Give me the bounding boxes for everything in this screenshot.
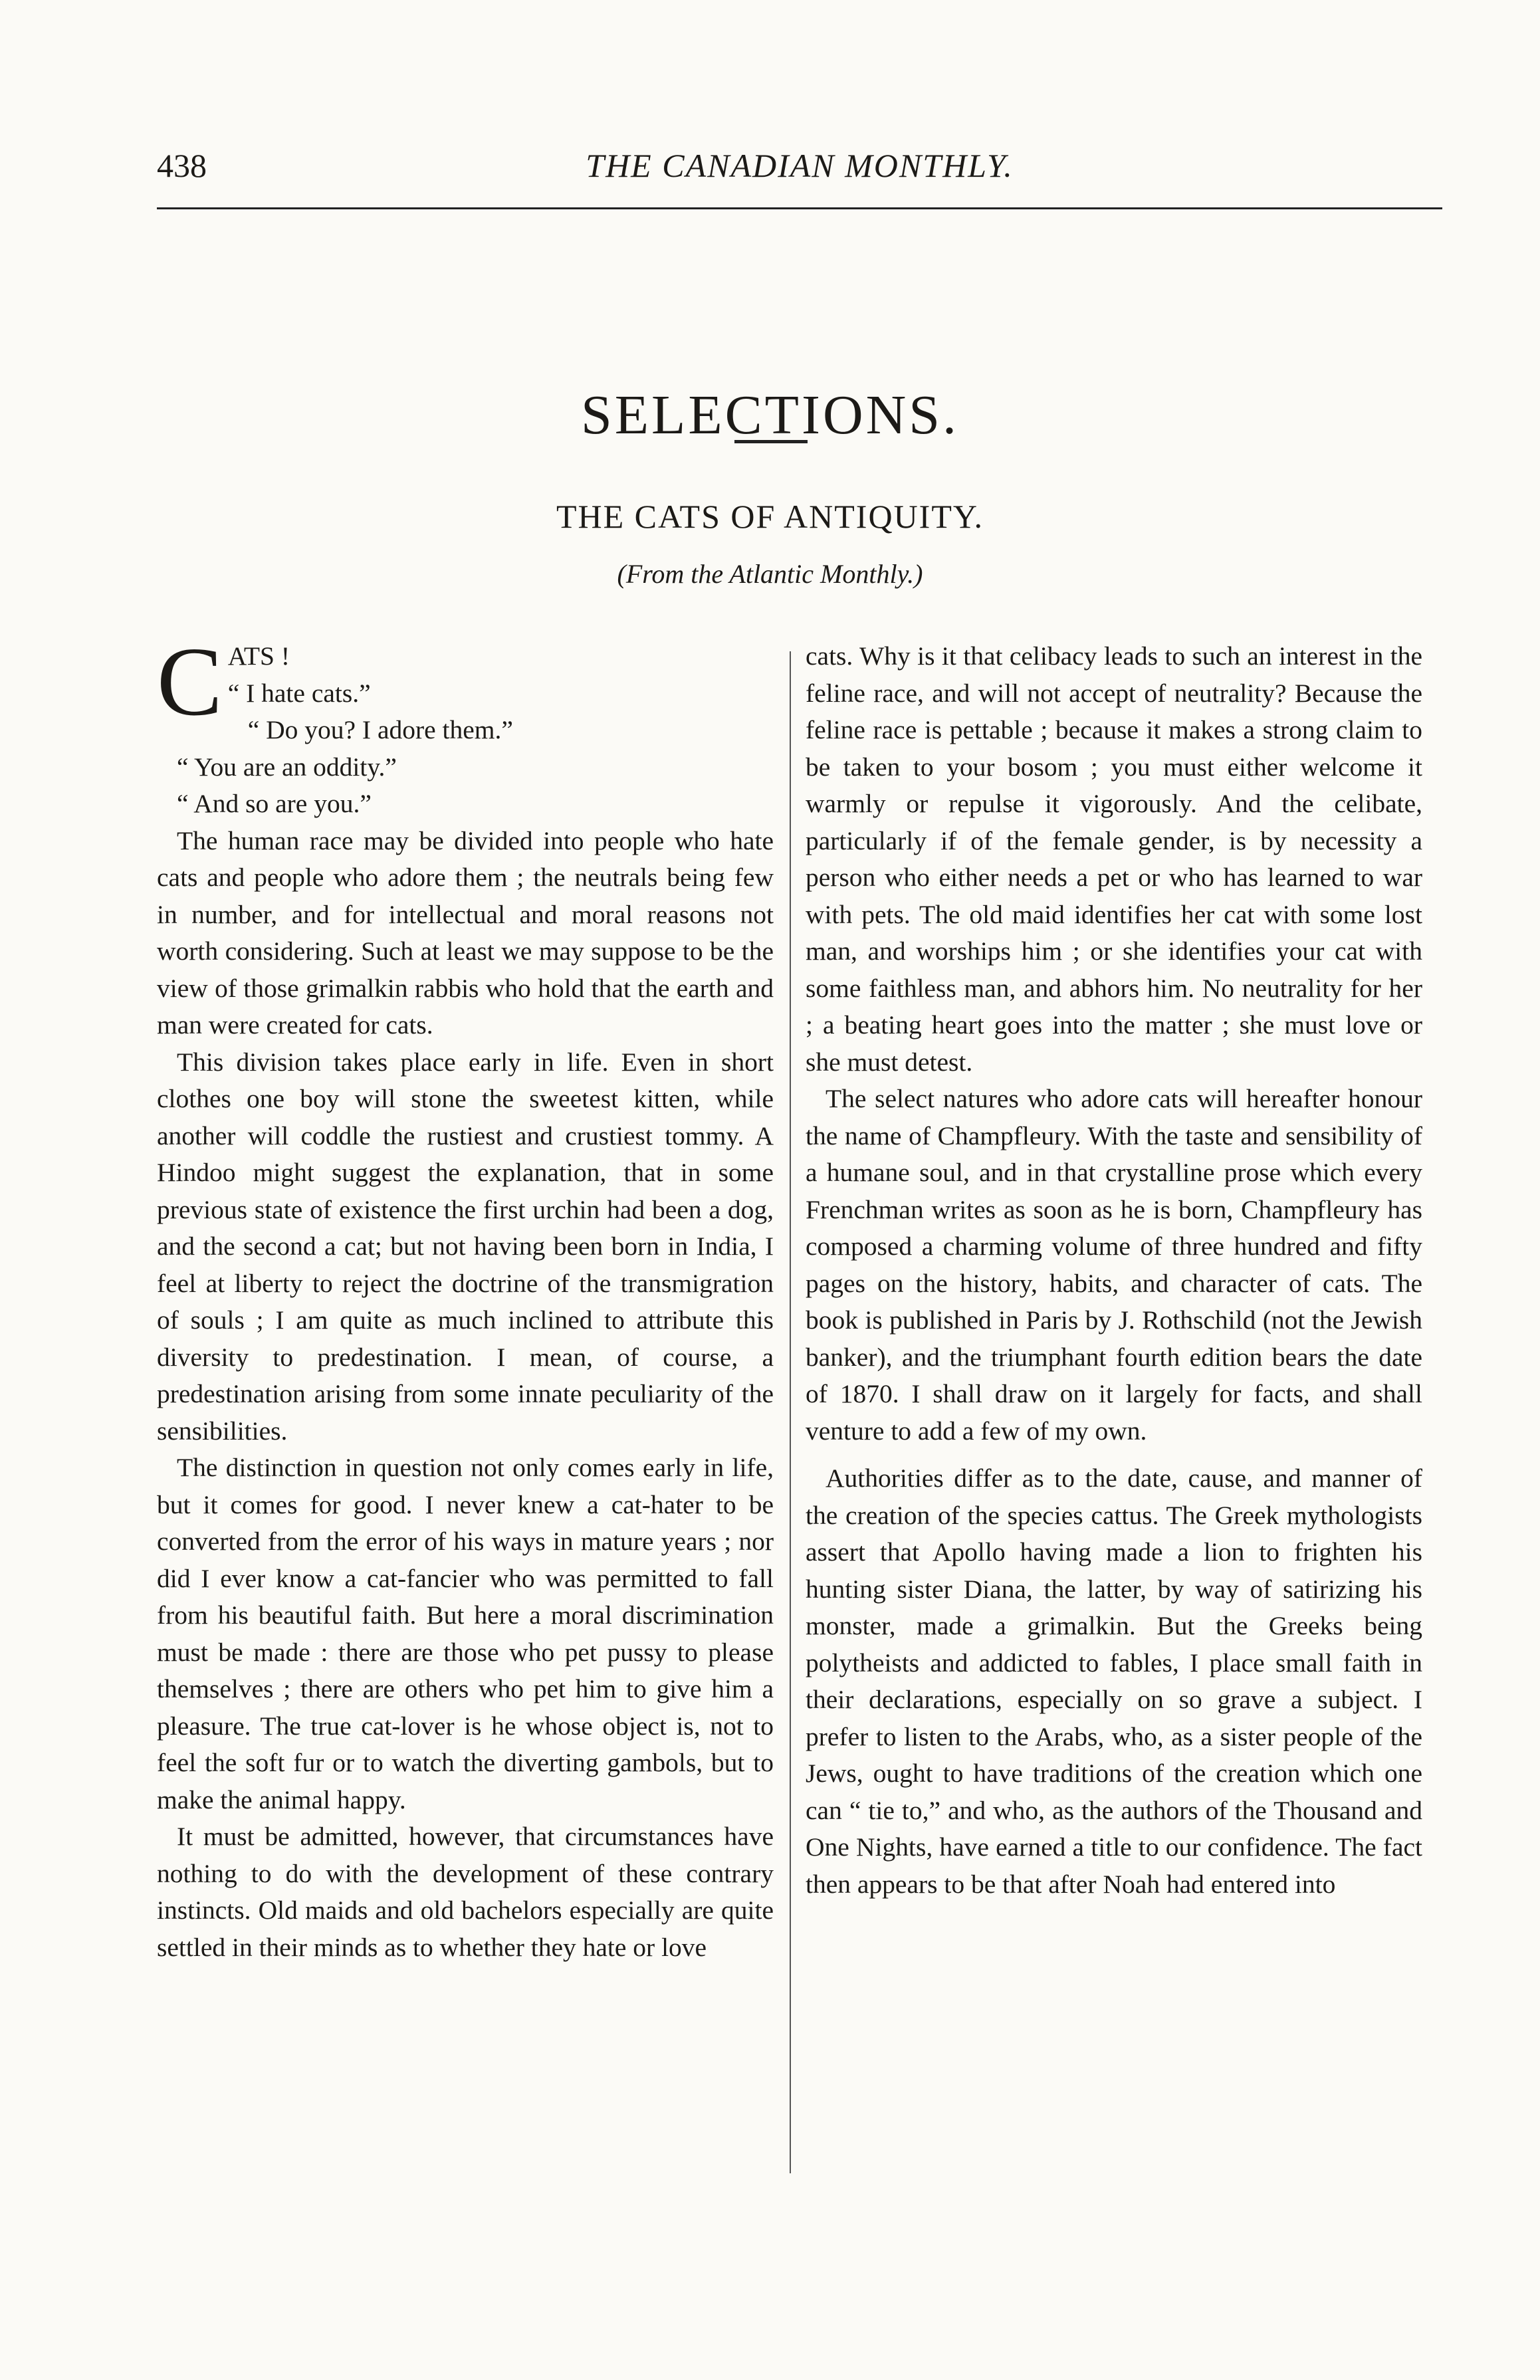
page-number: 438 [157, 147, 207, 184]
dialogue-line: “ I hate cats.” [227, 678, 371, 708]
dialogue-line: “ Do you? I adore them.” [247, 715, 513, 744]
left-column [157, 638, 774, 2246]
running-head [157, 141, 1442, 201]
section-divider [734, 440, 808, 443]
paragraph: The distinction in question not only comes early in life, but it comes for good. I never knew a cat-hater to be converted from the error of his ways in mature years ; nor did I ever know a cat-fancier who was permitted to fall from his beautiful faith. But here a moral discrimination must be made : there are those who pet pussy to please themselves ; there are others who pet him to give him a pleasure. The true cat-lover is he whose object is, not to feel the soft fur or to watch the diverting gambols, but to make the animal happy. [157, 1453, 774, 1814]
dialogue-line: “ And so are you.” [177, 789, 372, 818]
header-rule [157, 207, 1442, 209]
paragraph: This division takes place early in life. Even in short clothes one boy will stone the sweetest kitten, while another will coddle the rustiest and crustiest tommy. A Hindoo might suggest the explanation, that in some previous state of existence the first urchin had been a dog, and the second a cat; but not having been born in India, I feel at liberty to reject the doctrine of the transmigration of souls ; I am quite as much inclined to attribute this diversity to predestination. I mean, of course, a predestination arising from some innate peculiarity of the sensibilities. [157, 1047, 774, 1446]
column-divider [790, 651, 791, 2173]
paragraph: Authorities differ as to the date, cause, and manner of the creation of the species cattus. The Greek mythologists assert that Apollo having made a lion to frighten his hunting sister Diana, the latter, by way of satirizing his monster, made a grimalkin. But the Greeks being polytheists and addicted to fables, I place small faith in their declarations, especially on so grave a subject. I prefer to listen to the Arabs, who, as a sister people of the Jews, ought to have traditions of the creation which one can “ tie to,” and who, as the authors of the Thousand and One Nights, have earned a title to our confidence. The fact then appears to be that after Noah had entered into [806, 1463, 1422, 1899]
article-title: THE CATS OF ANTIQUITY. [556, 498, 984, 535]
paragraph: It must be admitted, however, that circumstances have nothing to do with the development of these contrary instincts. Old maids and old bachelors especially are quite settled in their minds as to whether they hate or love [157, 1822, 774, 1962]
paragraph: The select natures who adore cats will hereafter honour the name of Champfleury. With the taste and sensibility of a humane soul, and in that crystalline prose which every Frenchman writes as soon as he is born, Champfleury has composed a charming volume of three hundred and fifty pages on the history, habits, and character of cats. The book is published in Paris by J. Rothschild (not the Jewish banker), and the triumphant fourth edition bears the date of 1870. I shall draw on it largely for facts, and shall venture to add a few of my own. [806, 1084, 1422, 1446]
right-column [806, 638, 1422, 2246]
running-title: THE CANADIAN MONTHLY. [586, 147, 1014, 184]
dialogue-line: “ You are an oddity.” [177, 752, 397, 782]
paragraph: cats. Why is it that celibacy leads to such an interest in the feline race, and will not accept of neutrality? Because the feline race is pettable ; because it makes a strong claim to be taken to your bosom ; you must either welcome it warmly or repulse it vigorously. And the celibate, particularly if of the female gender, is by necessity a person who either needs a pet or who has learned to war with pets. The old maid identifies her cat with some lost man, and worships him ; or she identifies your cat with some faithless man, and abhors him. No neutrality for her ; a beating heart goes into the matter ; she must love or she must detest. [806, 641, 1422, 1077]
section-title: SELECTIONS. [581, 384, 959, 447]
paragraph: The human race may be divided into people who hate cats and people who adore them ; the neutrals being few in number, and for intellectual and moral reasons not worth considering. Such at least we may suppose to be the view of those grimalkin rabbis who hold that the earth and man were created for cats. [157, 825, 774, 1039]
article-source: (From the Atlantic Monthly.) [617, 559, 923, 589]
opening-line: ATS ! [227, 641, 290, 671]
drop-cap: C [157, 638, 223, 736]
